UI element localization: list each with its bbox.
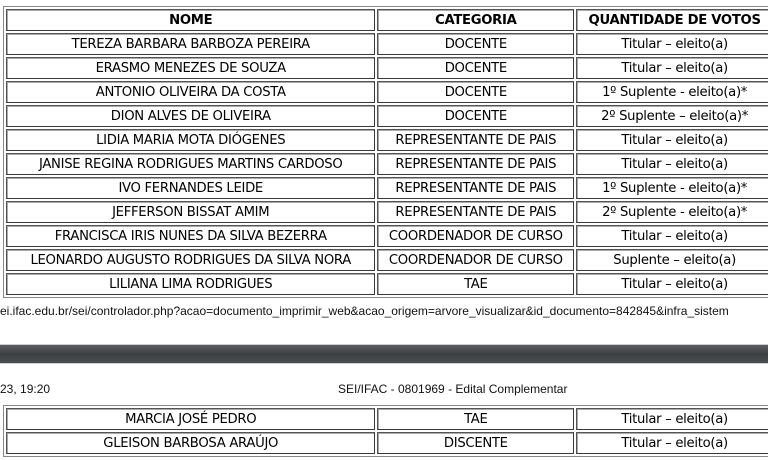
cell-votos: 2º Suplente - eleito(a)* <box>576 201 768 223</box>
cell-categoria: REPRESENTANTE DE PAIS <box>377 201 574 223</box>
cell-categoria: DOCENTE <box>377 33 574 55</box>
cell-votos: Titular – eleito(a) <box>576 33 768 55</box>
cell-nome: ANTONIO OLIVEIRA DA COSTA <box>6 81 375 103</box>
page-break-separator <box>0 344 768 364</box>
results-table-page-1 <box>3 6 768 298</box>
table-row <box>6 57 768 79</box>
cell-votos: 1º Suplente - eleito(a)* <box>576 177 768 199</box>
header-nome: NOME <box>6 9 375 31</box>
cell-votos: Titular – eleito(a) <box>576 57 768 79</box>
table-row <box>6 105 768 127</box>
cell-nome: JANISE REGINA RODRIGUES MARTINS CARDOSO <box>6 153 375 175</box>
cell-nome: DION ALVES DE OLIVEIRA <box>6 105 375 127</box>
table-row <box>6 432 768 454</box>
cell-votos: Titular – eleito(a) <box>576 225 768 247</box>
cell-nome: FRANCISCA IRIS NUNES DA SILVA BEZERRA <box>6 225 375 247</box>
cell-nome: LIDIA MARIA MOTA DIÓGENES <box>6 129 375 151</box>
table-row <box>6 153 768 175</box>
cell-categoria: DOCENTE <box>377 81 574 103</box>
cell-categoria: DOCENTE <box>377 105 574 127</box>
print-footer-url: ei.ifac.edu.br/sei/controlador.php?acao=documento_imprimir_web&acao_origem=arvore_visualizar&id_documento=842845&infra_sistem <box>0 304 729 318</box>
cell-categoria: TAE <box>377 408 574 430</box>
cell-nome: TEREZA BARBARA BARBOZA PEREIRA <box>6 33 375 55</box>
table-row <box>6 81 768 103</box>
table-row <box>6 129 768 151</box>
cell-nome: MARCIA JOSÉ PEDRO <box>6 408 375 430</box>
cell-categoria: REPRESENTANTE DE PAIS <box>377 177 574 199</box>
cell-nome: GLEISON BARBOSA ARAÚJO <box>6 432 375 454</box>
cell-votos: Titular – eleito(a) <box>576 273 768 295</box>
table-row <box>6 225 768 247</box>
cell-categoria: DISCENTE <box>377 432 574 454</box>
print-header-datetime: 23, 19:20 <box>0 382 51 396</box>
header-quantidade-de-votos: QUANTIDADE DE VOTOS <box>576 9 768 31</box>
cell-categoria: TAE <box>377 273 574 295</box>
table-header-row <box>6 9 768 31</box>
cell-votos: Titular – eleito(a) <box>576 408 768 430</box>
table-row <box>6 408 768 430</box>
cell-nome: LEONARDO AUGUSTO RODRIGUES DA SILVA NORA <box>6 249 375 271</box>
header-categoria: CATEGORIA <box>377 9 574 31</box>
cell-nome: ERASMO MENEZES DE SOUZA <box>6 57 375 79</box>
cell-nome: IVO FERNANDES LEIDE <box>6 177 375 199</box>
table-row <box>6 273 768 295</box>
table-row <box>6 249 768 271</box>
cell-votos: Suplente – eleito(a) <box>576 249 768 271</box>
cell-votos: 1º Suplente - eleito(a)* <box>576 81 768 103</box>
cell-categoria: DOCENTE <box>377 57 574 79</box>
cell-votos: 2º Suplente – eleito(a)* <box>576 105 768 127</box>
results-table-page-2 <box>3 405 768 457</box>
table-row <box>6 177 768 199</box>
cell-categoria: COORDENADOR DE CURSO <box>377 249 574 271</box>
cell-categoria: REPRESENTANTE DE PAIS <box>377 153 574 175</box>
cell-nome: JEFFERSON BISSAT AMIM <box>6 201 375 223</box>
cell-categoria: COORDENADOR DE CURSO <box>377 225 574 247</box>
table-row <box>6 33 768 55</box>
cell-votos: Titular – eleito(a) <box>576 129 768 151</box>
cell-votos: Titular – eleito(a) <box>576 153 768 175</box>
table-row <box>6 201 768 223</box>
cell-votos: Titular – eleito(a) <box>576 432 768 454</box>
print-header-title: SEI/IFAC - 0801969 - Edital Complementar <box>338 382 568 396</box>
cell-nome: LILIANA LIMA RODRIGUES <box>6 273 375 295</box>
cell-categoria: REPRESENTANTE DE PAIS <box>377 129 574 151</box>
